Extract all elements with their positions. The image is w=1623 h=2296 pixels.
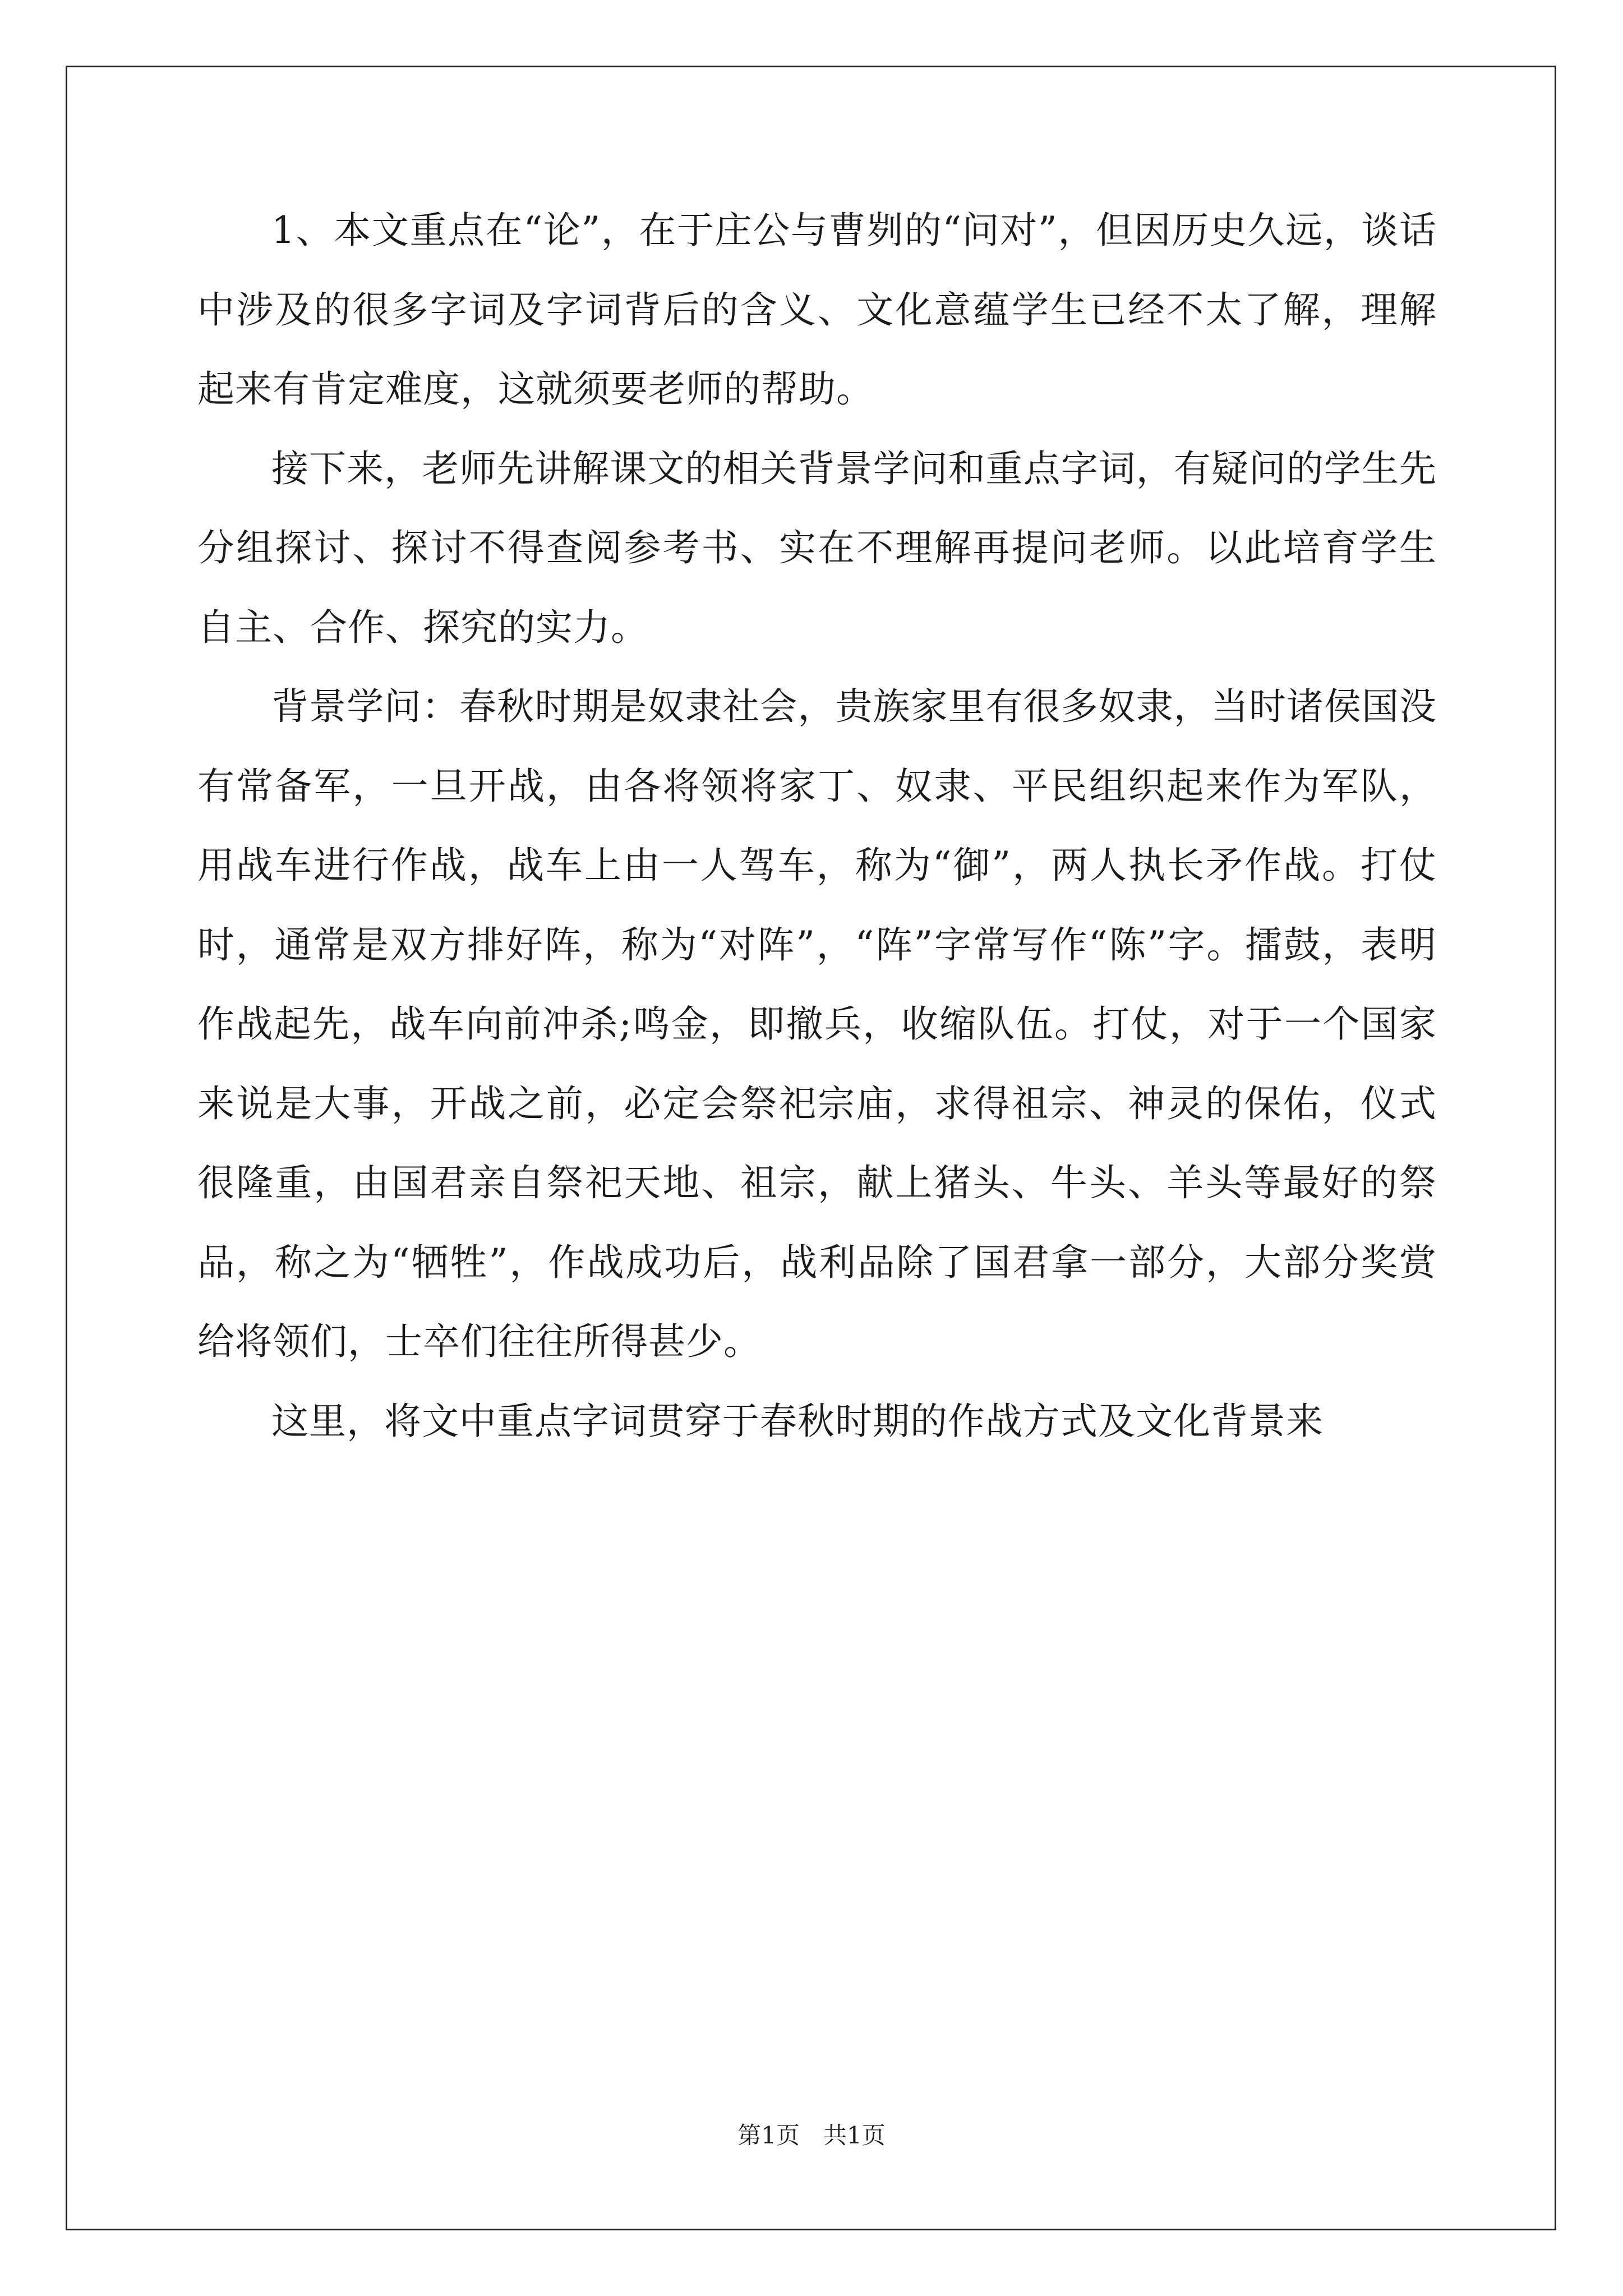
page-footer: 第1页 共1页 — [737, 2122, 886, 2149]
paragraph-2: 接下来，老师先讲解课文的相关背景学问和重点字词，有疑问的学生先分组探讨、探讨不得查阅参考书、实在不理解再提问老师。以此培育学生自主、合作、探究的实力。 — [197, 447, 1437, 649]
paragraph-4: 这里，将文中重点字词贯穿于春秋时期的作战方式及文化背景来 — [271, 1399, 1324, 1443]
paragraph-1: 1、本文重点在“论”，在于庄公与曹刿的“问对”，但因历史久远，谈话中涉及的很多字词及字词背后的含义、文化意蕴学生已经不太了解，理解起来有肯定难度，这就须要老师的帮助。 — [197, 209, 1437, 411]
document-body — [197, 191, 1437, 1461]
paragraph-3: 背景学问：春秋时期是奴隶社会，贵族家里有很多奴隶，当时诸侯国没有常备军，一旦开战，由各将领将家丁、奴隶、平民组织起来作为军队，用战车进行作战，战车上由一人驾车，称为“御”，两人执长矛作战。打仗时，通常是双方排好阵，称为“对阵”，“阵”字常写作“陈”字。擂鼓，表明作战起先，战车向前冲杀;鸣金，即撤兵，收缩队伍。打仗，对于一个国家来说是大事，开战之前，必定会祭祀宗庙，求得祖宗、神灵的保佑，仪式很隆重，由国君亲自祭祀天地、祖宗，献上猪头、牛头、羊头等最好的祭品，称之为“牺牲”，作战成功后，战利品除了国君拿一部分，大部分奖赏给将领们，士卒们往往所得甚少。 — [197, 685, 1437, 1363]
